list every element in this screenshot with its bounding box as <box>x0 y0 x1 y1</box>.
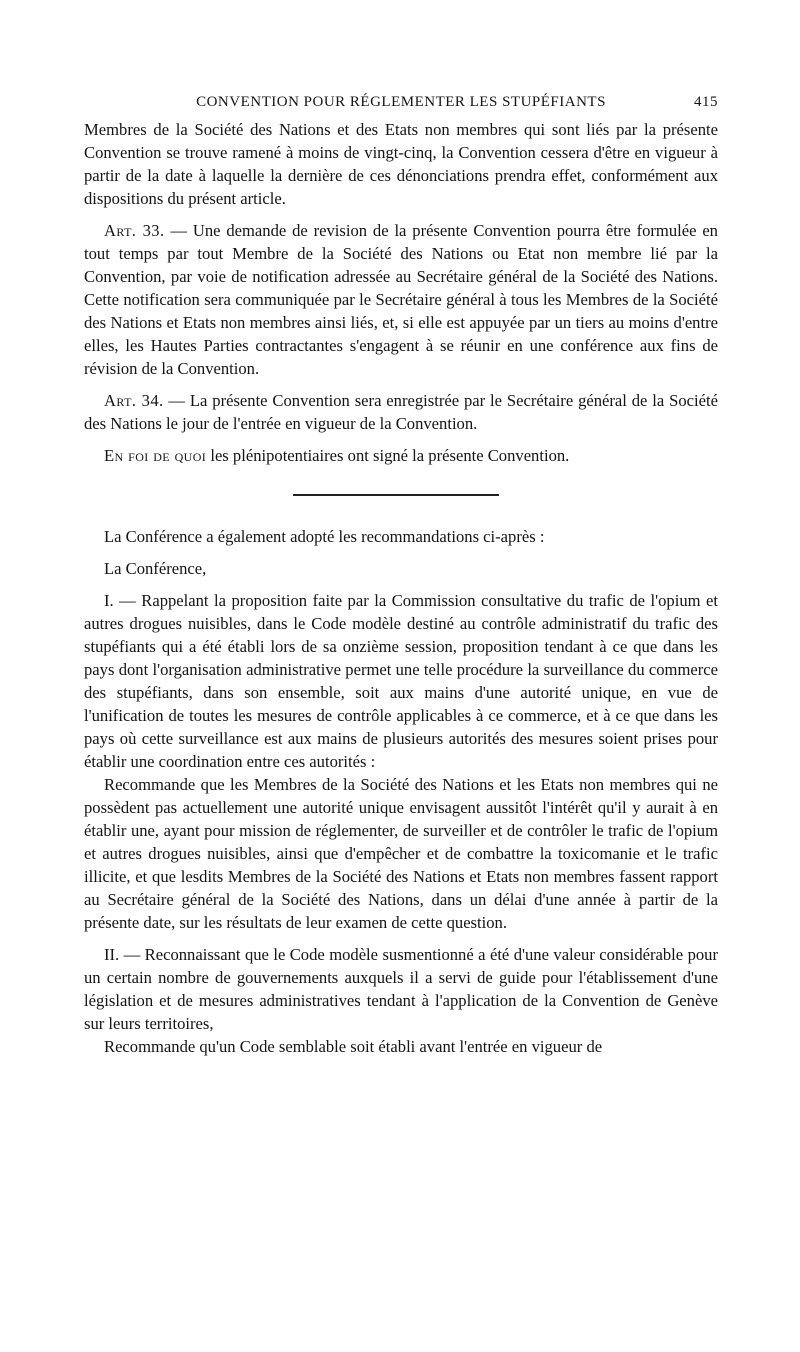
recommendation-2: II. — Reconnaissant que le Code modèle susmentionné a été d'une valeur considérable pour un certain nombre de gouvernements auxquels il a servi de guide pour l'établissement d'une législation et de mesures administratives tendant à l'application de la Convention de Genève sur leurs territoires, <box>84 945 718 1033</box>
article-33-text: — Une demande de revision de la présente Convention pourra être formulée en tout temps par tout Membre de la Société des Nations ou Etat non membre lié par la Convention, par voie de notification adressée au Secrétaire général de la Société des Nations. Cette notification sera communiquée par le Secrétaire général à tous les Membres de la Société des Nations et Etats non membres ainsi liés, et, si elle est appuyée par un tiers au moins d'entre elles, les Hautes Parties contractantes s'engagent à se réunir en une conférence aux fins de révision de la Convention. <box>84 221 718 378</box>
divider-rule <box>293 494 499 496</box>
article-34-text: — La présente Convention sera enregistrée par le Secrétaire général de la Société des Nations le jour de l'entrée en vigueur de la Convention. <box>84 391 718 433</box>
article-33 <box>84 219 718 380</box>
signature-clause-text: les plénipotentiaires ont signé la présente Convention. <box>206 446 570 465</box>
document-page <box>84 92 718 1058</box>
running-header <box>84 92 718 118</box>
signature-clause-label: En foi de quoi <box>104 446 207 465</box>
recommendation-2-recommande: Recommande qu'un Code semblable soit établi avant l'entrée en vigueur de <box>104 1037 603 1056</box>
conference-adopted: La Conférence a également adopté les recommandations ci-après : <box>104 527 545 546</box>
page-number: 415 <box>694 94 718 110</box>
conference-label: La Conférence, <box>104 559 207 578</box>
section-divider <box>84 467 718 525</box>
recommendation-1: I. — Rappelant la proposition faite par la Commission consultative du trafic de l'opium et autres drogues nuisibles, dans le Code modèle destiné au contrôle administratif du trafic des stupéfiants qui a été établi lors de sa onzième session, proposition tendant à ce que dans les pays dont l'organisation administrative permet une telle procédure la surveillance du commerce des stupéfiants, dans son ensemble, soit aux mains d'une autorité unique, en vue de l'unification de toutes les mesures de contrôle applicables à ce commerce, et à ce que dans les pays où cette surveillance est aux mains de plusieurs autorités des mesures soient prises pour établir une coordination entre ces autorités : <box>84 591 718 771</box>
signature-clause <box>84 444 718 467</box>
paragraph-continuation: Membres de la Société des Nations et des Etats non membres qui sont liés par la présente Convention se trouve ramené à moins de vingt-cinq, la Convention cessera d'être en vigueur à partir de la date à laquelle la dernière de ces dénonciations prendra effet, conformément aux dispositions du présent article. <box>84 120 718 208</box>
article-34-label: Art. 34. <box>104 391 164 410</box>
running-title: CONVENTION POUR RÉGLEMENTER LES STUPÉFIANTS <box>196 94 606 110</box>
recommendation-1-recommande: Recommande que les Membres de la Société des Nations et les Etats non membres qui ne possèdent pas actuellement une autorité unique envisagent aussitôt l'intérêt qu'il y aurait à en établir une, ayant pour mission de réglementer, de surveiller et de contrôler le trafic de l'opium et autres drogues nuisibles, ainsi que d'empêcher et de combattre la toxicomanie et le trafic illicite, et que lesdits Membres de la Société des Nations et Etats non membres fassent rapport au Secrétaire général de la Société des Nations, dans un délai d'une année à partir de la présente date, sur les résultats de leur examen de cette question. <box>84 775 718 932</box>
article-34 <box>84 389 718 435</box>
article-33-label: Art. 33. <box>104 221 165 240</box>
